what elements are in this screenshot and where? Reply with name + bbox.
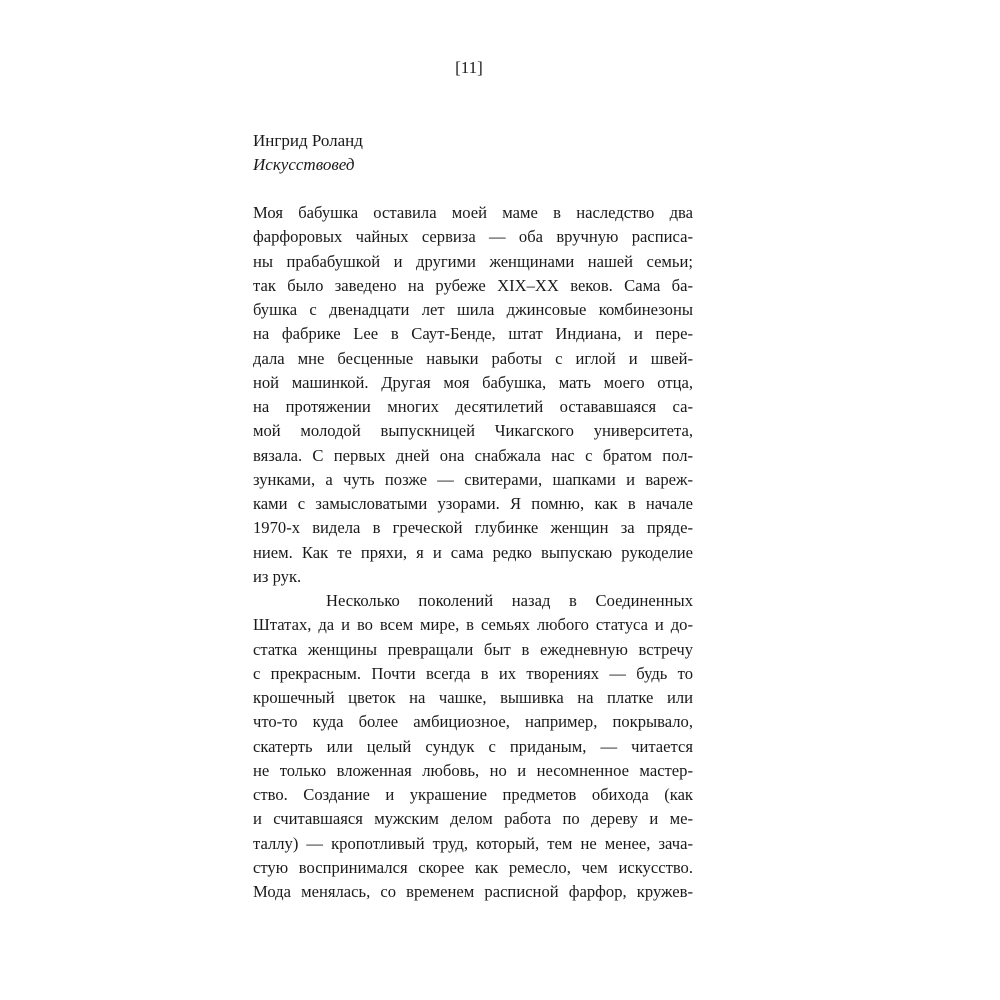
page-number: [11] [455, 58, 483, 77]
text-line: и считавшаяся мужским делом работа по дереву и ме- [253, 809, 693, 829]
text-line: что-то куда более амбициозное, например, покрывало, [253, 712, 693, 732]
body-text [253, 201, 693, 904]
text-line: на фабрике Lee в Саут-Бенде, штат Индиана, и пере- [253, 324, 693, 344]
text-line: таллу) — кропотливый труд, который, тем не менее, зача- [253, 833, 693, 853]
author-name: Ингрид Роланд [253, 131, 363, 150]
text-line: Мода менялась, со временем расписной фарфор, кружев- [253, 882, 693, 901]
author-role: Искусствовед [253, 155, 355, 174]
text-line: зунками, а чуть позже — свитерами, шапками и вареж- [253, 469, 693, 489]
text-line: фарфоровых чайных сервиза — оба вручную расписа- [253, 227, 693, 247]
text-line: на протяжении многих десятилетий остававшаяся са- [253, 397, 693, 416]
text-line: не только вложенная любовь, но и несомненное мастер- [253, 760, 693, 780]
text-line: нием. Как те пряхи, я и сама редко выпускаю рукоделие [253, 542, 693, 562]
text-line: Штатах, да и во всем мире, в семьях любого статуса и до- [253, 615, 693, 635]
text-line: Моя бабушка оставила моей маме в наследство два [253, 203, 693, 222]
author-block [253, 129, 693, 177]
text-line: крошечный цветок на чашке, вышивка на платке или [253, 688, 693, 707]
text-line: ство. Создание и украшение предметов обихода (как [253, 785, 693, 804]
text-line: стую воспринимался скорее как ремесло, чем искусство. [253, 857, 693, 877]
text-line: так было заведено на рубеже XIX–XX веков. Сама ба- [253, 275, 693, 295]
text-line: 1970-х видела в греческой глубинке женщин за пряде- [253, 518, 693, 538]
text-line: скатерть или целый сундук с приданым, — читается [253, 736, 693, 756]
text-line: статка женщины превращали быт в ежедневную встречу [253, 639, 693, 659]
text-line: ками с замысловатыми узорами. Я помню, как в начале [253, 494, 693, 513]
text-line: мой молодой выпускницей Чикагского университета, [253, 421, 693, 441]
paragraph-end-line: из рук. [253, 566, 302, 586]
text-line: ной машинкой. Другая моя бабушка, мать моего отца, [253, 372, 693, 392]
text-line: вязала. С первых дней она снабжала нас с братом пол- [253, 445, 693, 465]
text-line: с прекрасным. Почти всегда в их творениях — будь то [253, 663, 693, 683]
text-line: ны прабабушкой и другими женщинами нашей семьи; [253, 251, 693, 271]
text-line: бушка с двенадцати лет шила джинсовые комбинезоны [253, 300, 693, 319]
text-line: дала мне бесценные навыки работы с иглой и швей- [253, 348, 693, 368]
paragraph-start-line: Несколько поколений назад в Соединенных [326, 591, 693, 610]
